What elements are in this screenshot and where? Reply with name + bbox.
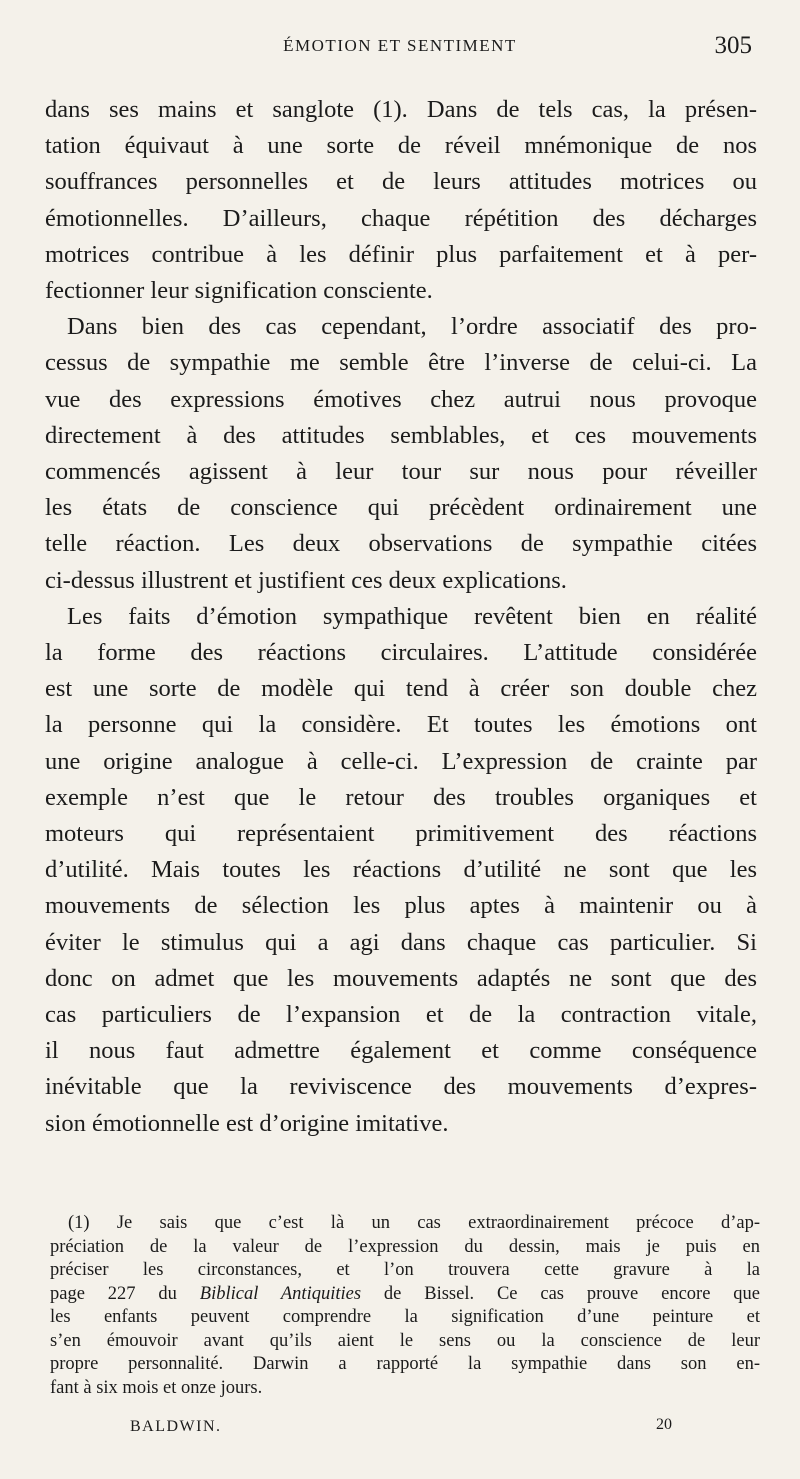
footnote-line: préciser les circonstances, et l’on trouvera cette gravure à la <box>50 1260 760 1280</box>
footnote-line: fant à six mois et onze jours. <box>50 1377 263 1398</box>
text-line: d’utilité. Mais toutes les réactions d’utilité ne sont que les <box>45 856 757 884</box>
printer-signature: BALDWIN. <box>130 1418 222 1435</box>
page-number: 305 <box>714 32 752 59</box>
text-line: directement à des attitudes semblables, et ces mouvements <box>45 421 757 449</box>
text-line: est une sorte de modèle qui tend à créer son double chez <box>45 675 757 703</box>
text-line: fectionner leur signification consciente. <box>45 277 433 305</box>
text-line: Les faits d’émotion sympathique revêtent bien en réalité <box>67 602 757 630</box>
text-line: commencés agissent à leur tour sur nous pour réveiller <box>45 458 757 486</box>
text-line: cessus de sympathie me semble être l’inverse de celui-ci. La <box>45 349 757 377</box>
signature-mark: 20 <box>656 1416 672 1433</box>
text-line: inévitable que la reviviscence des mouvements d’expres- <box>45 1073 757 1101</box>
footnote-line: (1) Je sais que c’est là un cas extraordinairement précoce d’ap- <box>68 1213 760 1233</box>
text-line: moteurs qui représentaient primitivement des réactions <box>45 820 757 848</box>
footnote-line: s’en émouvoir avant qu’ils aient le sens ou la conscience de leur <box>50 1330 760 1351</box>
body-text <box>45 92 757 1142</box>
text-line: dans ses mains et sanglote (1). Dans de tels cas, la présen- <box>45 96 757 123</box>
footnote-text: page 227 du <box>50 1283 200 1304</box>
text-line: éviter le stimulus qui a agi dans chaque cas particulier. Si <box>45 928 757 956</box>
text-line: émotionnelles. D’ailleurs, chaque répétition des décharges <box>45 204 757 232</box>
footnote-line: propre personnalité. Darwin a rapporté la sympathie dans son en- <box>50 1354 760 1374</box>
text-line: les états de conscience qui précèdent ordinairement une <box>45 494 757 522</box>
text-line: la personne qui la considère. Et toutes les émotions ont <box>45 711 757 739</box>
footnote-line: préciation de la valeur de l’expression du dessin, mais je puis en <box>50 1236 760 1257</box>
page-footer <box>130 1418 690 1444</box>
text-line: ci-dessus illustrent et justifient ces deux explications. <box>45 566 567 594</box>
text-line: telle réaction. Les deux observations de sympathie citées <box>45 530 757 558</box>
text-line: donc on admet que les mouvements adaptés ne sont que des <box>45 964 757 992</box>
footnote-line: les enfants peuvent comprendre la signification d’une peinture et <box>50 1307 760 1327</box>
text-line: il nous faut admettre également et comme conséquence <box>45 1037 757 1065</box>
text-line: la forme des réactions circulaires. L’attitude considérée <box>45 639 757 667</box>
book-title-italic: Biblical Antiquities <box>199 1283 362 1304</box>
text-line: cas particuliers de l’expansion et de la contraction vitale, <box>45 1001 757 1029</box>
text-line: Dans bien des cas cependant, l’ordre associatif des pro- <box>67 313 757 341</box>
text-line: une origine analogue à celle-ci. L’expression de crainte par <box>45 747 757 775</box>
text-line: motrices contribue à les définir plus parfaitement et à per- <box>45 240 757 268</box>
running-title: ÉMOTION ET SENTIMENT <box>283 36 517 55</box>
footnote-text: de Bissel. Ce cas prouve encore que <box>361 1283 760 1304</box>
text-line: vue des expressions émotives chez autrui nous provoque <box>45 385 757 413</box>
text-line: mouvements de sélection les plus aptes à maintenir ou à <box>45 892 757 920</box>
text-line: tation équivaut à une sorte de réveil mnémonique de nos <box>45 132 757 160</box>
text-line: exemple n’est que le retour des troubles organiques et <box>45 783 757 811</box>
footnote-line <box>50 1283 760 1307</box>
text-line: souffrances personnelles et de leurs attitudes motrices ou <box>45 168 757 196</box>
footnote <box>50 1212 760 1400</box>
text-line: sion émotionnelle est d’origine imitative. <box>45 1109 449 1137</box>
running-head <box>0 34 800 64</box>
